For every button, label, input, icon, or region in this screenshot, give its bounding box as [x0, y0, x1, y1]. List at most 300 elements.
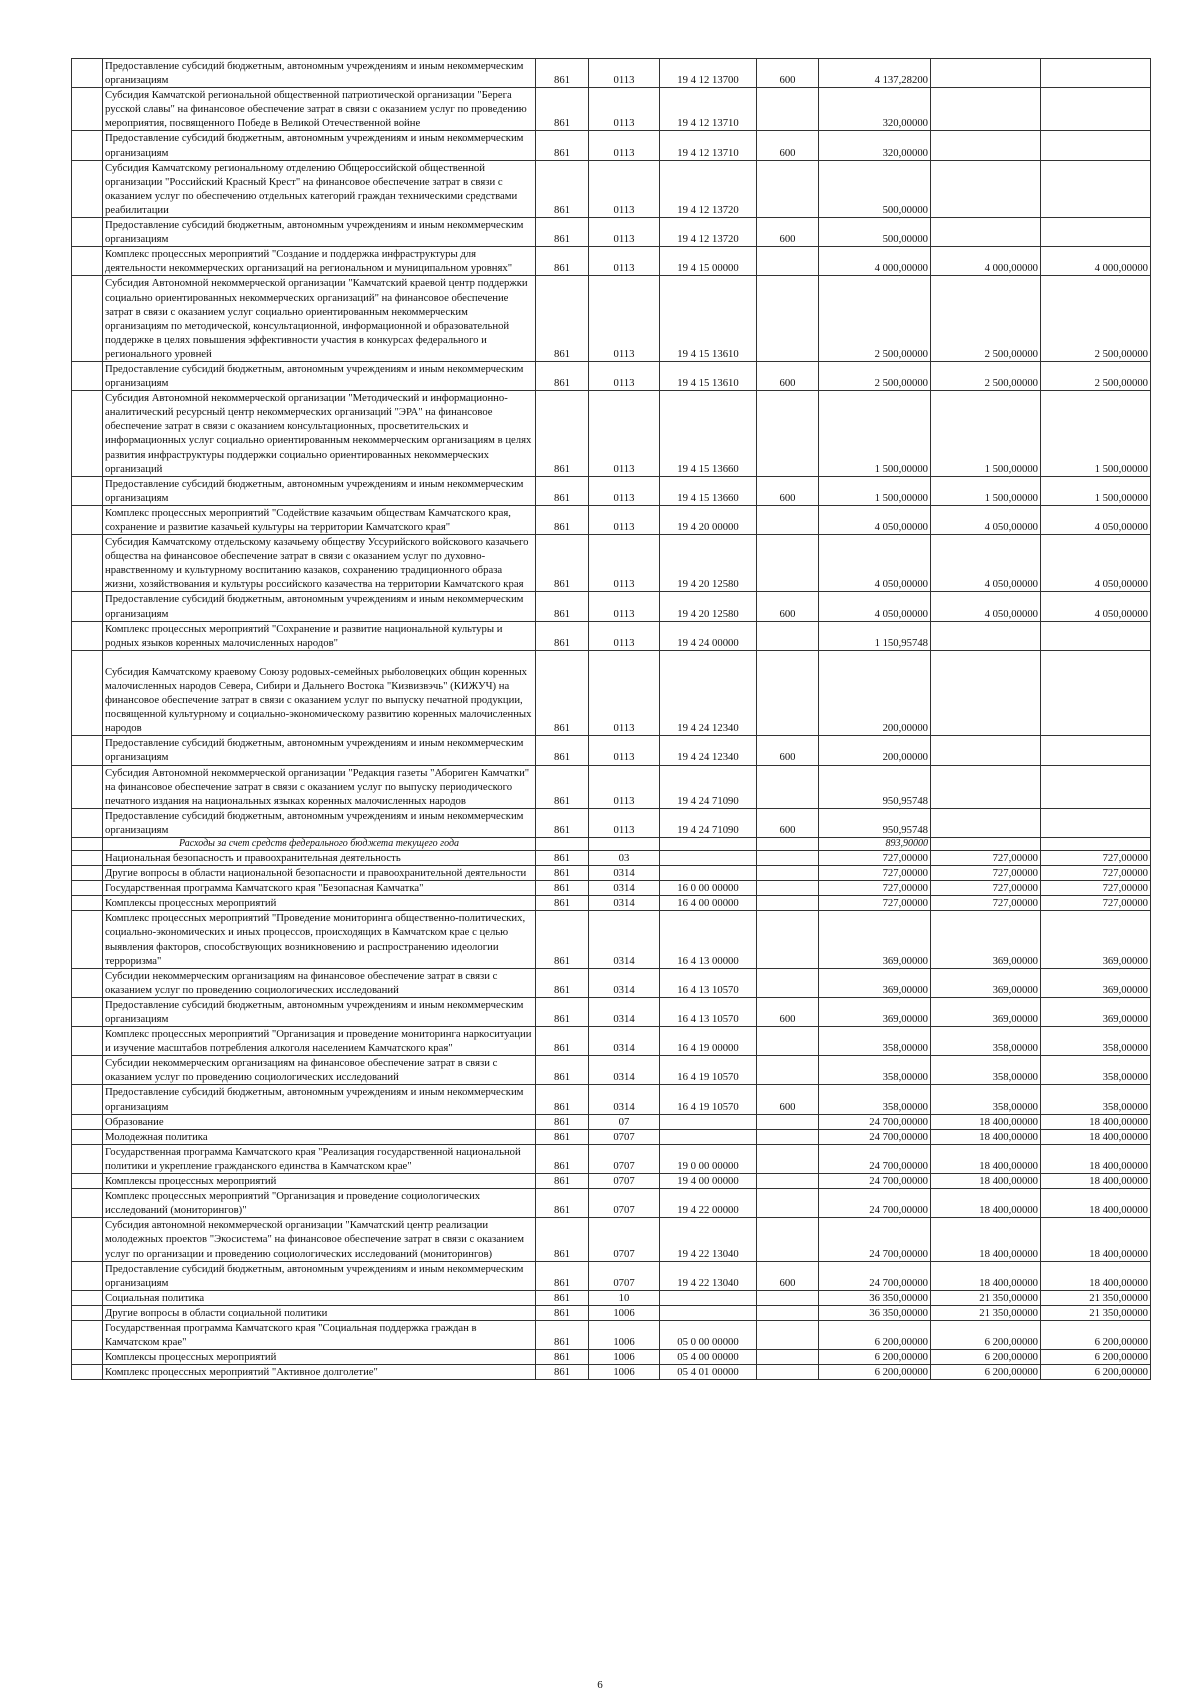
- cell-amount-year-2: [931, 837, 1041, 850]
- cell-section-code: 0113: [589, 592, 660, 621]
- cell-amount-year-2: 1 500,00000: [931, 476, 1041, 505]
- cell-amount-year-2: [931, 650, 1041, 735]
- cell-amount-year-1: 6 200,00000: [819, 1320, 931, 1349]
- cell-amount-year-3: 1 500,00000: [1041, 476, 1151, 505]
- cell-amount-year-2: 369,00000: [931, 911, 1041, 968]
- cell-amount-year-3: 18 400,00000: [1041, 1144, 1151, 1173]
- cell-amount-year-1: 4 000,00000: [819, 247, 931, 276]
- cell-expense-type: [757, 1129, 819, 1144]
- cell-amount-year-2: 18 400,00000: [931, 1174, 1041, 1189]
- cell-expense-type: [757, 1290, 819, 1305]
- cell-amount-year-3: 1 500,00000: [1041, 391, 1151, 477]
- cell-amount-year-2: 727,00000: [931, 850, 1041, 865]
- cell-blank: [72, 276, 103, 362]
- table-row: [72, 1261, 1151, 1290]
- cell-amount-year-1: 200,00000: [819, 736, 931, 765]
- cell-target-article: 16 4 19 10570: [660, 1056, 757, 1085]
- table-row: [72, 1290, 1151, 1305]
- cell-amount-year-3: 4 000,00000: [1041, 247, 1151, 276]
- cell-amount-year-3: 727,00000: [1041, 850, 1151, 865]
- cell-admin-code: 861: [536, 276, 589, 362]
- table-row: [72, 1027, 1151, 1056]
- cell-amount-year-3: [1041, 621, 1151, 650]
- cell-amount-year-2: 18 400,00000: [931, 1129, 1041, 1144]
- cell-description: Предоставление субсидий бюджетным, автономным учреждениям и иным некоммерческим организациям: [103, 592, 536, 621]
- cell-section-code: 0314: [589, 896, 660, 911]
- cell-expense-type: [757, 1114, 819, 1129]
- cell-target-article: 19 4 24 12340: [660, 650, 757, 735]
- cell-blank: [72, 736, 103, 765]
- cell-amount-year-1: 727,00000: [819, 896, 931, 911]
- table-row: [72, 391, 1151, 477]
- cell-blank: [72, 1174, 103, 1189]
- table-row: [72, 218, 1151, 247]
- cell-blank: [72, 997, 103, 1026]
- cell-expense-type: [757, 881, 819, 896]
- cell-amount-year-2: 18 400,00000: [931, 1261, 1041, 1290]
- table-row: [72, 1365, 1151, 1380]
- cell-admin-code: 861: [536, 1174, 589, 1189]
- cell-description: Комплекс процессных мероприятий "Сохранение и развитие национальной культуры и родных языков коренных малочисленных народов": [103, 621, 536, 650]
- cell-blank: [72, 59, 103, 88]
- cell-description: Образование: [103, 1114, 536, 1129]
- cell-amount-year-2: 369,00000: [931, 968, 1041, 997]
- cell-expense-type: 600: [757, 1261, 819, 1290]
- cell-expense-type: [757, 505, 819, 534]
- cell-amount-year-3: 18 400,00000: [1041, 1218, 1151, 1261]
- cell-amount-year-2: 727,00000: [931, 896, 1041, 911]
- cell-target-article: 16 4 13 10570: [660, 968, 757, 997]
- table-row: [72, 896, 1151, 911]
- cell-description: Комплекс процессных мероприятий "Активное долголетие": [103, 1365, 536, 1380]
- cell-section-code: 1006: [589, 1365, 660, 1380]
- cell-target-article: 19 4 00 00000: [660, 1174, 757, 1189]
- table-row: [72, 650, 1151, 735]
- cell-expense-type: [757, 621, 819, 650]
- cell-amount-year-3: 727,00000: [1041, 881, 1151, 896]
- cell-amount-year-2: [931, 808, 1041, 837]
- cell-expense-type: [757, 160, 819, 217]
- cell-target-article: 19 4 24 12340: [660, 736, 757, 765]
- cell-section-code: 0314: [589, 911, 660, 968]
- cell-blank: [72, 1144, 103, 1173]
- cell-blank: [72, 1320, 103, 1349]
- cell-admin-code: 861: [536, 1085, 589, 1114]
- cell-amount-year-3: [1041, 218, 1151, 247]
- cell-target-article: 19 4 12 13710: [660, 88, 757, 131]
- table-row: [72, 476, 1151, 505]
- cell-admin-code: 861: [536, 1290, 589, 1305]
- cell-admin-code: 861: [536, 1129, 589, 1144]
- cell-target-article: 19 4 20 00000: [660, 505, 757, 534]
- budget-table-page: [71, 58, 1150, 1380]
- cell-amount-year-1: 369,00000: [819, 911, 931, 968]
- cell-expense-type: [757, 850, 819, 865]
- cell-amount-year-2: 4 000,00000: [931, 247, 1041, 276]
- cell-amount-year-3: 18 400,00000: [1041, 1261, 1151, 1290]
- cell-expense-type: 600: [757, 997, 819, 1026]
- cell-amount-year-1: 24 700,00000: [819, 1218, 931, 1261]
- table-row: [72, 505, 1151, 534]
- cell-description: Субсидия Автономной некоммерческой организации "Методический и информационно-аналитический ресурсный центр некоммерческих организаций "ЭРА" на финансовое обеспечение затрат в связи с оказанием консультационных, просветительских и информационных услуг социально ориентированным некоммерческим организациям в целях развития инфраструктуры поддержки социально ориентированных некоммерческих организаций: [103, 391, 536, 477]
- cell-amount-year-2: 4 050,00000: [931, 592, 1041, 621]
- cell-amount-year-2: 4 050,00000: [931, 505, 1041, 534]
- cell-target-article: 19 4 15 13610: [660, 276, 757, 362]
- cell-description: Государственная программа Камчатского края "Социальная поддержка граждан в Камчатском крае": [103, 1320, 536, 1349]
- cell-description: Комплексы процессных мероприятий: [103, 1174, 536, 1189]
- cell-amount-year-3: [1041, 765, 1151, 808]
- table-row: [72, 535, 1151, 592]
- cell-target-article: [660, 837, 757, 850]
- cell-amount-year-2: 1 500,00000: [931, 391, 1041, 477]
- cell-blank: [72, 247, 103, 276]
- cell-target-article: [660, 850, 757, 865]
- cell-expense-type: [757, 1027, 819, 1056]
- cell-amount-year-3: [1041, 837, 1151, 850]
- cell-expense-type: 600: [757, 218, 819, 247]
- cell-amount-year-3: [1041, 131, 1151, 160]
- cell-amount-year-2: 358,00000: [931, 1056, 1041, 1085]
- cell-amount-year-1: 24 700,00000: [819, 1129, 931, 1144]
- cell-amount-year-1: 1 150,95748: [819, 621, 931, 650]
- cell-admin-code: 861: [536, 1189, 589, 1218]
- cell-section-code: 0314: [589, 997, 660, 1026]
- cell-expense-type: [757, 1365, 819, 1380]
- cell-description: Предоставление субсидий бюджетным, автономным учреждениям и иным некоммерческим организациям: [103, 476, 536, 505]
- cell-description: Предоставление субсидий бюджетным, автономным учреждениям и иным некоммерческим организациям: [103, 1261, 536, 1290]
- cell-amount-year-1: 1 500,00000: [819, 391, 931, 477]
- cell-amount-year-3: 6 200,00000: [1041, 1350, 1151, 1365]
- cell-amount-year-1: 6 200,00000: [819, 1365, 931, 1380]
- table-row: [72, 1114, 1151, 1129]
- cell-blank: [72, 968, 103, 997]
- cell-description: Субсидия Камчатскому региональному отделению Общероссийской общественной организации "Российский Красный Крест" на финансовое обеспечение затрат в связи с оказанием услуг по обеспечению отдельных категорий граждан техническими средствами реабилитации: [103, 160, 536, 217]
- cell-section-code: 0707: [589, 1261, 660, 1290]
- table-row: [72, 276, 1151, 362]
- cell-amount-year-2: 358,00000: [931, 1027, 1041, 1056]
- cell-amount-year-1: 500,00000: [819, 160, 931, 217]
- cell-admin-code: 861: [536, 131, 589, 160]
- cell-amount-year-3: 21 350,00000: [1041, 1305, 1151, 1320]
- cell-admin-code: 861: [536, 1114, 589, 1129]
- cell-section-code: 0113: [589, 391, 660, 477]
- cell-expense-type: [757, 535, 819, 592]
- cell-expense-type: [757, 911, 819, 968]
- cell-amount-year-3: 369,00000: [1041, 968, 1151, 997]
- cell-description: Предоставление субсидий бюджетным, автономным учреждениям и иным некоммерческим организациям: [103, 808, 536, 837]
- cell-amount-year-1: 4 050,00000: [819, 535, 931, 592]
- cell-section-code: 0707: [589, 1174, 660, 1189]
- cell-expense-type: [757, 1144, 819, 1173]
- cell-admin-code: 861: [536, 808, 589, 837]
- cell-admin-code: 861: [536, 736, 589, 765]
- cell-amount-year-3: 21 350,00000: [1041, 1290, 1151, 1305]
- table-row: [72, 866, 1151, 881]
- table-row: [72, 1085, 1151, 1114]
- cell-admin-code: 861: [536, 1027, 589, 1056]
- cell-blank: [72, 476, 103, 505]
- cell-section-code: 0113: [589, 276, 660, 362]
- cell-admin-code: 861: [536, 476, 589, 505]
- cell-amount-year-2: [931, 160, 1041, 217]
- cell-amount-year-1: 320,00000: [819, 131, 931, 160]
- cell-blank: [72, 160, 103, 217]
- cell-amount-year-1: 369,00000: [819, 997, 931, 1026]
- cell-expense-type: [757, 1189, 819, 1218]
- table-row: [72, 837, 1151, 850]
- cell-target-article: 19 4 12 13700: [660, 59, 757, 88]
- cell-target-article: 19 4 12 13710: [660, 131, 757, 160]
- cell-amount-year-2: 6 200,00000: [931, 1320, 1041, 1349]
- cell-amount-year-2: 2 500,00000: [931, 276, 1041, 362]
- cell-admin-code: 861: [536, 1305, 589, 1320]
- cell-section-code: 1006: [589, 1305, 660, 1320]
- cell-amount-year-3: 369,00000: [1041, 997, 1151, 1026]
- table-body: [72, 59, 1151, 1380]
- cell-amount-year-3: 2 500,00000: [1041, 276, 1151, 362]
- cell-target-article: 19 4 24 71090: [660, 765, 757, 808]
- cell-section-code: 0113: [589, 476, 660, 505]
- cell-amount-year-3: [1041, 808, 1151, 837]
- cell-amount-year-1: 950,95748: [819, 765, 931, 808]
- cell-blank: [72, 1114, 103, 1129]
- cell-amount-year-3: 18 400,00000: [1041, 1114, 1151, 1129]
- cell-amount-year-3: 4 050,00000: [1041, 535, 1151, 592]
- cell-section-code: 07: [589, 1114, 660, 1129]
- cell-target-article: 19 4 22 00000: [660, 1189, 757, 1218]
- cell-blank: [72, 1290, 103, 1305]
- cell-amount-year-3: [1041, 650, 1151, 735]
- cell-expense-type: 600: [757, 59, 819, 88]
- cell-blank: [72, 621, 103, 650]
- cell-target-article: 05 4 00 00000: [660, 1350, 757, 1365]
- table-row: [72, 1218, 1151, 1261]
- cell-description: Субсидия Автономной некоммерческой организации "Редакция газеты "Абориген Камчатки" на финансовое обеспечение затрат в связи с оказанием услуг по выпуску периодического печатного издания на национальных языках коренных малочисленных народов: [103, 765, 536, 808]
- cell-blank: [72, 391, 103, 477]
- cell-section-code: 0113: [589, 218, 660, 247]
- cell-admin-code: 861: [536, 968, 589, 997]
- cell-amount-year-1: 369,00000: [819, 968, 931, 997]
- cell-admin-code: 861: [536, 866, 589, 881]
- cell-section-code: 0113: [589, 808, 660, 837]
- cell-expense-type: 600: [757, 592, 819, 621]
- cell-blank: [72, 1056, 103, 1085]
- cell-amount-year-1: 24 700,00000: [819, 1174, 931, 1189]
- cell-expense-type: [757, 1320, 819, 1349]
- cell-amount-year-3: 6 200,00000: [1041, 1320, 1151, 1349]
- cell-description: Предоставление субсидий бюджетным, автономным учреждениям и иным некоммерческим организациям: [103, 218, 536, 247]
- cell-admin-code: 861: [536, 1365, 589, 1380]
- cell-amount-year-1: 200,00000: [819, 650, 931, 735]
- cell-expense-type: [757, 247, 819, 276]
- table-row: [72, 968, 1151, 997]
- cell-section-code: 0707: [589, 1189, 660, 1218]
- cell-description: Молодежная политика: [103, 1129, 536, 1144]
- cell-admin-code: 861: [536, 896, 589, 911]
- cell-blank: [72, 896, 103, 911]
- cell-blank: [72, 88, 103, 131]
- table-row: [72, 997, 1151, 1026]
- cell-target-article: [660, 1129, 757, 1144]
- cell-amount-year-3: 358,00000: [1041, 1085, 1151, 1114]
- cell-blank: [72, 1218, 103, 1261]
- cell-amount-year-2: 727,00000: [931, 881, 1041, 896]
- cell-amount-year-3: 2 500,00000: [1041, 361, 1151, 390]
- cell-target-article: 16 4 13 10570: [660, 997, 757, 1026]
- cell-target-article: 19 4 22 13040: [660, 1261, 757, 1290]
- cell-amount-year-2: 4 050,00000: [931, 535, 1041, 592]
- cell-section-code: 0314: [589, 968, 660, 997]
- cell-target-article: 19 4 12 13720: [660, 160, 757, 217]
- budget-table: [71, 58, 1151, 1380]
- cell-admin-code: 861: [536, 1056, 589, 1085]
- cell-description: Субсидия Камчатскому краевому Союзу родовых-семейных рыболовецких общин коренных малочисленных народов Севера, Сибири и Дальнего Востока "Кизвизвэчь" (КИЖУЧ) на финансовое обеспечение затрат в связи с оказанием услуг по выпуску печатной продукции, посвященной культурному и социально-экономическому развитию коренных малочисленных народов: [103, 650, 536, 735]
- cell-admin-code: 861: [536, 59, 589, 88]
- cell-target-article: 19 4 15 00000: [660, 247, 757, 276]
- cell-section-code: 10: [589, 1290, 660, 1305]
- cell-admin-code: 861: [536, 1320, 589, 1349]
- cell-amount-year-1: 950,95748: [819, 808, 931, 837]
- cell-admin-code: 861: [536, 1144, 589, 1173]
- cell-section-code: 0314: [589, 1085, 660, 1114]
- cell-admin-code: 861: [536, 160, 589, 217]
- cell-expense-type: [757, 1218, 819, 1261]
- cell-expense-type: [757, 1305, 819, 1320]
- cell-section-code: 0113: [589, 765, 660, 808]
- cell-target-article: 19 4 12 13720: [660, 218, 757, 247]
- cell-admin-code: 861: [536, 88, 589, 131]
- cell-amount-year-3: 18 400,00000: [1041, 1174, 1151, 1189]
- cell-blank: [72, 505, 103, 534]
- cell-amount-year-2: [931, 765, 1041, 808]
- cell-blank: [72, 1305, 103, 1320]
- cell-blank: [72, 1129, 103, 1144]
- cell-expense-type: [757, 968, 819, 997]
- cell-target-article: 19 4 24 00000: [660, 621, 757, 650]
- cell-section-code: 0707: [589, 1144, 660, 1173]
- cell-section-code: 0113: [589, 621, 660, 650]
- cell-amount-year-1: 358,00000: [819, 1027, 931, 1056]
- cell-amount-year-1: 1 500,00000: [819, 476, 931, 505]
- cell-expense-type: 600: [757, 736, 819, 765]
- table-row: [72, 1056, 1151, 1085]
- cell-section-code: 0314: [589, 1027, 660, 1056]
- cell-amount-year-3: 4 050,00000: [1041, 592, 1151, 621]
- cell-amount-year-2: 18 400,00000: [931, 1189, 1041, 1218]
- cell-description: Другие вопросы в области национальной безопасности и правоохранительной деятельности: [103, 866, 536, 881]
- cell-admin-code: 861: [536, 1218, 589, 1261]
- cell-description: Субсидия Автономной некоммерческой организации "Камчатский краевой центр поддержки социально ориентированных некоммерческих организаций" на финансовое обеспечение затрат в связи с оказанием услуг социально ориентированным некоммерческим организациям по методической, консультационной, информационной и образовательной поддержке в целях повышения эффективности участия в конкурсах федерального и регионального уровней: [103, 276, 536, 362]
- cell-description: Субсидия автономной некоммерческой организации "Камчатский центр реализации молодежных проектов "Экосистема" на финансовое обеспечение затрат в связи с оказанием услуг по организации и проведению социологических исследований (мониторингов): [103, 1218, 536, 1261]
- cell-expense-type: 600: [757, 476, 819, 505]
- table-row: [72, 1320, 1151, 1349]
- cell-section-code: 0113: [589, 650, 660, 735]
- cell-target-article: 19 0 00 00000: [660, 1144, 757, 1173]
- cell-blank: [72, 911, 103, 968]
- cell-amount-year-2: [931, 88, 1041, 131]
- cell-amount-year-1: 358,00000: [819, 1085, 931, 1114]
- table-row: [72, 1144, 1151, 1173]
- cell-description: Субсидия Камчатской региональной общественной патриотической организации "Берега русской славы" на финансовое обеспечение затрат в связи с оказанием услуг по проведению мероприятия, посвященного Победе в Великой Отечественной войне: [103, 88, 536, 131]
- cell-description: Государственная программа Камчатского края "Безопасная Камчатка": [103, 881, 536, 896]
- cell-amount-year-1: 24 700,00000: [819, 1144, 931, 1173]
- cell-section-code: 0113: [589, 131, 660, 160]
- cell-expense-type: [757, 837, 819, 850]
- cell-section-code: 1006: [589, 1320, 660, 1349]
- cell-amount-year-2: [931, 218, 1041, 247]
- cell-amount-year-2: 6 200,00000: [931, 1365, 1041, 1380]
- cell-amount-year-1: 2 500,00000: [819, 361, 931, 390]
- cell-admin-code: 861: [536, 1261, 589, 1290]
- cell-amount-year-1: 24 700,00000: [819, 1189, 931, 1218]
- cell-section-code: 0113: [589, 736, 660, 765]
- cell-target-article: 05 4 01 00000: [660, 1365, 757, 1380]
- cell-section-code: 03: [589, 850, 660, 865]
- cell-description: Предоставление субсидий бюджетным, автономным учреждениям и иным некоммерческим организациям: [103, 997, 536, 1026]
- cell-description: Другие вопросы в области социальной политики: [103, 1305, 536, 1320]
- cell-amount-year-3: 369,00000: [1041, 911, 1151, 968]
- cell-expense-type: [757, 896, 819, 911]
- table-row: [72, 808, 1151, 837]
- cell-section-code: 0113: [589, 59, 660, 88]
- cell-description: Субсидия Камчатскому отдельскому казачьему обществу Уссурийского войскового казачьего общества на финансовое обеспечение затрат в связи с оказанием услуг по духовно-нравственному и культурному воспитанию казаков, сохранению традиционного образа жизни, хозяйствования и культуры российского казачества на территории Камчатского края: [103, 535, 536, 592]
- cell-section-code: 1006: [589, 1350, 660, 1365]
- cell-expense-type: [757, 1350, 819, 1365]
- cell-admin-code: 861: [536, 592, 589, 621]
- cell-blank: [72, 361, 103, 390]
- cell-amount-year-1: 727,00000: [819, 850, 931, 865]
- cell-admin-code: 861: [536, 650, 589, 735]
- cell-target-article: [660, 866, 757, 881]
- cell-section-code: 0113: [589, 247, 660, 276]
- cell-expense-type: [757, 1056, 819, 1085]
- cell-section-code: 0113: [589, 160, 660, 217]
- cell-section-code: 0707: [589, 1129, 660, 1144]
- cell-section-code: 0707: [589, 1218, 660, 1261]
- cell-target-article: 16 4 19 00000: [660, 1027, 757, 1056]
- cell-blank: [72, 1365, 103, 1380]
- table-row: [72, 765, 1151, 808]
- table-row: [72, 131, 1151, 160]
- cell-amount-year-3: 18 400,00000: [1041, 1129, 1151, 1144]
- cell-amount-year-2: [931, 621, 1041, 650]
- table-row: [72, 592, 1151, 621]
- cell-description: Национальная безопасность и правоохранительная деятельность: [103, 850, 536, 865]
- cell-amount-year-1: 727,00000: [819, 866, 931, 881]
- cell-section-code: 0314: [589, 881, 660, 896]
- cell-blank: [72, 1261, 103, 1290]
- cell-target-article: 19 4 20 12580: [660, 535, 757, 592]
- cell-admin-code: 861: [536, 505, 589, 534]
- cell-target-article: [660, 1114, 757, 1129]
- cell-admin-code: 861: [536, 535, 589, 592]
- cell-amount-year-1: 24 700,00000: [819, 1114, 931, 1129]
- cell-admin-code: 861: [536, 247, 589, 276]
- cell-amount-year-1: 2 500,00000: [819, 276, 931, 362]
- cell-amount-year-1: 4 050,00000: [819, 505, 931, 534]
- cell-expense-type: [757, 765, 819, 808]
- cell-section-code: 0113: [589, 535, 660, 592]
- cell-blank: [72, 808, 103, 837]
- cell-description: Комплекс процессных мероприятий "Организация и проведение социологических исследований (мониторингов)": [103, 1189, 536, 1218]
- cell-description: Комплексы процессных мероприятий: [103, 896, 536, 911]
- cell-section-code: [589, 837, 660, 850]
- cell-description: Комплексы процессных мероприятий: [103, 1350, 536, 1365]
- cell-admin-code: 861: [536, 997, 589, 1026]
- cell-description: Комплекс процессных мероприятий "Организация и проведение мониторинга наркоситуации и изучение масштабов потребления алкоголя населением Камчатского края": [103, 1027, 536, 1056]
- cell-blank: [72, 650, 103, 735]
- cell-blank: [72, 866, 103, 881]
